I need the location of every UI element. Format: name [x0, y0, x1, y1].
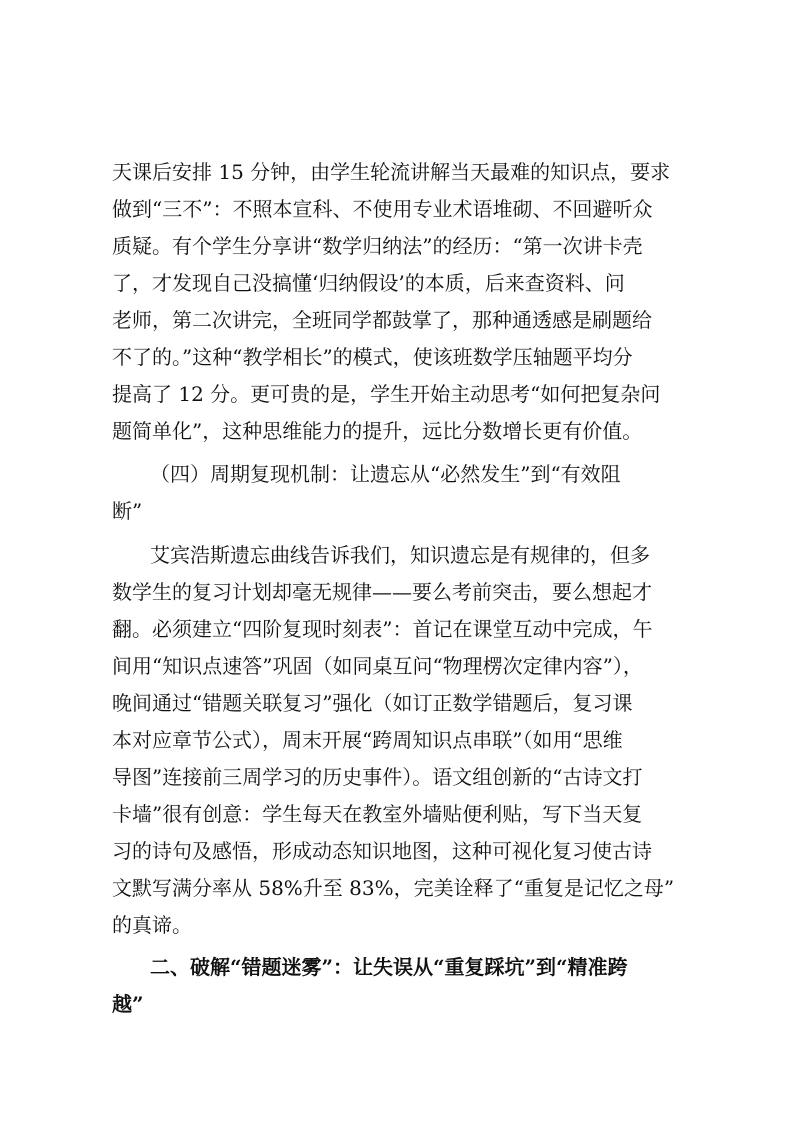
- section-heading-line: 越”: [112, 992, 144, 1016]
- subheading-line: 断”: [112, 499, 143, 523]
- paragraph-line: 习的诗句及感悟，形成动态知识地图，这种可视化复习使古诗: [112, 839, 652, 863]
- paragraph-line: 间用“知识点速答”巩固（如同桌互问“物理楞次定律内容”），: [112, 654, 643, 678]
- paragraph-line: 老师，第二次讲完，全班同学都鼓掌了，那种通透感是刷题给: [112, 308, 652, 332]
- paragraph-line: 晚间通过“错题关联复习”强化（如订正数学错题后，复习课: [112, 691, 633, 715]
- paragraph-line: 做到“三不”：不照本宣科、不使用专业术语堆砌、不回避听众: [112, 197, 653, 221]
- paragraph-line: 不了的。”这种“教学相长”的模式，使该班数学压轴题平均分: [112, 345, 633, 369]
- paragraph-line: 数学生的复习计划却毫无规律——要么考前突击，要么想起才: [112, 580, 652, 604]
- paragraph-line: 了，才发现自己没搞懂‘归纳假设’的本质，后来查资料、问: [112, 271, 625, 295]
- paragraph-line: 质疑。有个学生分享讲“数学归纳法”的经历：“第一次讲卡壳: [112, 234, 643, 258]
- paragraph-line: 题简单化”，这种思维能力的提升，远比分数增长更有价值。: [112, 419, 643, 443]
- paragraph-line: 艾宾浩斯遗忘曲线告诉我们，知识遗忘是有规律的，但多: [150, 543, 650, 567]
- paragraph-line: 文默写满分率从 58%升至 83%，完美诠释了“重复是记忆之母”: [112, 876, 675, 900]
- paragraph-line: 卡墙”很有创意：学生每天在教室外墙贴便利贴，写下当天复: [112, 802, 643, 826]
- section-heading-line: 二、破解“错题迷雾”：让失误从“重复踩坑”到“精准跨: [150, 955, 628, 979]
- paragraph-line: 提高了 12 分。更可贵的是，学生开始主动思考“如何把复杂问: [112, 382, 661, 406]
- paragraph-line: 的真谛。: [112, 913, 192, 937]
- paragraph-line: 翻。必须建立“四阶复现时刻表”：首记在课堂互动中完成，午: [112, 617, 653, 641]
- paragraph-line: 本对应章节公式），周末开展“跨周知识点串联”（如用“思维: [112, 728, 623, 752]
- subheading-line: （四）周期复现机制：让遗忘从“必然发生”到“有效阻: [150, 462, 621, 486]
- paragraph-line: 天课后安排 15 分钟，由学生轮流讲解当天最难的知识点，要求: [112, 160, 671, 184]
- paragraph-line: 导图”连接前三周学习的历史事件）。语文组创新的“古诗文打: [112, 765, 643, 789]
